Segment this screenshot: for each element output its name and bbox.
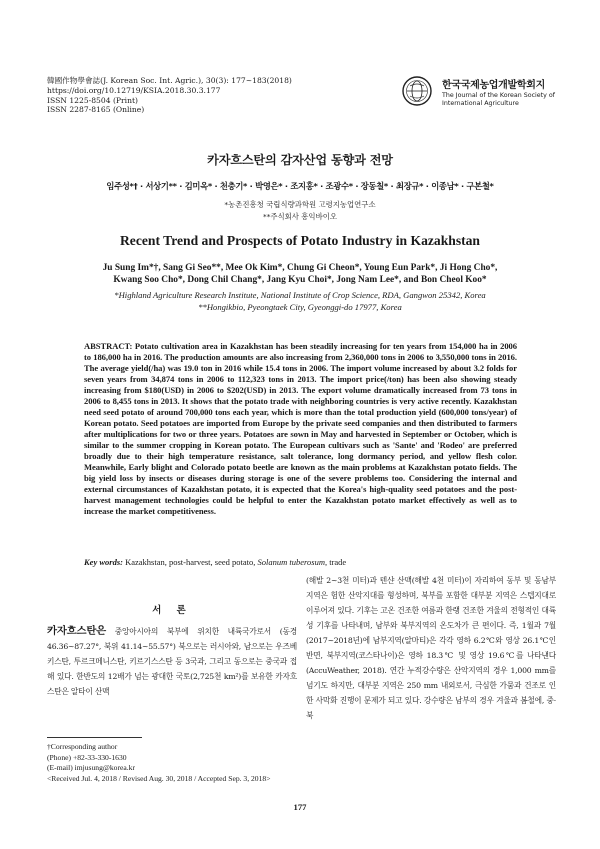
intro-lead-word: 카자흐스탄은 (47, 625, 107, 637)
keywords (84, 557, 517, 567)
footnote-phone: (Phone) +82-33-330-1630 (47, 752, 127, 762)
keywords-italic-term: Solanum tuberosum (257, 557, 325, 567)
society-name-en: The Journal of the Korean Society of International Agriculture (442, 92, 555, 107)
authors-en-line-2: Kwang Soo Cho*, Dong Chil Chang*, Jang Kyu Choi*, Jong Nam Lee*, and Bon Cheol Koo* (113, 275, 487, 285)
paper-title-ko: 카자흐스탄의 감자산업 동향과 전망 (207, 153, 393, 167)
authors-en-line-1: Ju Sung Im*†, Sang Gi Seo**, Mee Ok Kim*, Chung Gi Cheon*, Young Eun Park*, Ji Hong Cho*, (102, 263, 498, 273)
authors-en (0, 262, 600, 286)
page-number: 177 (293, 802, 307, 812)
intro-column-left (47, 624, 297, 699)
footnote-email[interactable]: (E-mail) imjusung@korea.kr (47, 763, 135, 773)
affiliation-en-1: *Highland Agriculture Research Institute, National Institute of Crop Science, RDA, Gangwon 25342, Korea (114, 290, 486, 300)
affiliation-ko-2: **주식회사 흥익바이오 (263, 212, 337, 221)
affiliation-en-2: **Hongikbio, Pyeongtaek City, Gyeonggi-do 17977, Korea (198, 302, 402, 312)
paper-title-en: Recent Trend and Prospects of Potato Industry in Kazakhstan (119, 233, 480, 248)
journal-header (47, 76, 292, 115)
abstract: ABSTRACT: Potato cultivation area in Kazakhstan has been steadily increasing for ten years from 154,000 ha in 2006 to 186,000 ha in 2016. The production amounts are also increasing from 2,360,000 tons in 2006 to 3,550,000 tons in 2016. The average yield(/ha) was 19.0 ton in 2016 while 15.4 tons in 2006. The import volume increased by about 3.2 folds for seven years from 34,874 tons in 2006 to 112,323 tons in 2013. The import price(/ton) has been also showing steady increasing from $180(USD) in 2006 to $202(USD) in 2013. The export volume dramatically increased from 73 tons in 2006 to 8,455 tons in 2013. It shows that the potato trade with neighboring countries is very active recently. Kazakhstan need seed potato of around 700,000 tons each year, which is more than the total production yield (600,000 tons/year) of Korean potato. Seed potatoes are imported from Europe by the private seed companies and then distributed to farmers after multiplications for two or three years. Potatoes are sown in May and harvested in September or October, which is similar to the summer cropping in Korean potato. The European cultivars such as 'Sante' and 'Rodeo' are preferred broadly due to their high temperature resistance, salt tolerance, long dormancy period, and yellow flesh color. Meanwhile, Early blight and Colorado potato beetle are known as the main problems at Kazakhstan potato fields. The big yield loss by insects or diseases during storage is one of the severe problems too. Considering the internal and external circumstances of Kazakhstan potato, it is expected that the Korea's high-quality seed potatoes and the post-harvest management technologies could be helpful to enter the Kazakhstan potato market effectively as well as to increase the market competitiveness. (84, 341, 517, 516)
issn-online: ISSN 2287-8165 (Online) (47, 105, 145, 115)
journal-citation: 韓國作物學會誌(J. Korean Soc. Int. Agric.), 30(3): 177~183(2018) (47, 76, 292, 85)
keywords-text: Kazakhstan, post-harvest, seed potato, (122, 557, 258, 567)
society-logo (402, 74, 562, 124)
footnote-dates: <Received Jul. 4, 2018 / Revised Aug. 30, 2018 / Accepted Sep. 3, 2018> (47, 773, 271, 783)
issn-print: ISSN 1225-8504 (Print) (47, 95, 138, 105)
intro-left-text: 중앙아시아의 북부에 위치한 내륙국가로서 (동경 46.36~87.27°, 북위 41.14~55.57°) 북으로는 러시아와, 남으로는 우즈베키스탄, 투르크메니스탄, 키르기스스탄 등 3국과, 그리고 동으로는 중국과 접해 있다. 한반도의 12배가 넘는 광대한 국토(2,725천 km²)를 보유한 카자흐스탄은 알타이 산맥 (47, 627, 297, 696)
keywords-label: Key words: (84, 557, 123, 567)
affiliation-ko-1: *농촌진흥청 국립식량과학원 고령지농업연구소 (224, 200, 376, 209)
footnote-corresponding: †Corresponding author (47, 742, 118, 751)
footnote-divider (47, 737, 142, 738)
footnotes (47, 742, 270, 784)
keywords-text-end: , trade (324, 557, 347, 567)
society-name-ko: 한국국제농업개발학회지 (442, 80, 545, 91)
intro-column-right: (해발 2~3천 미터)과 텐샨 산맥(해발 4천 미터)이 자리하여 동부 및 동남부 지역은 험한 산악지대를 형성하며, 북부를 포함한 대부분 지역은 스텝지대로 이루어져 있다. 기후는 고온 건조한 여름과 한랭 건조한 겨울의 전형적인 대륙성 기후를 나타내며, 남부와 북부지역의 온도차가 큰 편이다. 즉, 1월과 7월 (2017~2018년)에 남부지역(알마티)은 각각 영하 6.2℃와 영상 26.1℃인 반면, 북부지역(코스타나이)은 영하 18.3℃ 및 영상 19.6℃를 나타낸다(AccuWeather, 2018). 연간 누적강수량은 산악지역의 경우 1,000 mm를 넘기도 하지만, 대부분 지역은 250 mm 내외로서, 극심한 가뭄과 건조로 인한 사막화 진행이 문제가 되고 있다. 강수량은 남부의 경우 겨울과 봄철에, 중·북 (306, 576, 556, 720)
doi-link[interactable]: https://doi.org/10.12719/KSIA.2018.30.3.177 (47, 85, 221, 95)
section-heading-intro: 서 론 (152, 605, 192, 616)
authors-ko: 임주성*† · 서상기** · 김미옥* · 천충기* · 박영은* · 조지홍* · 조광수* · 장동칠* · 최장규* · 이종남* · 구본철* (106, 181, 494, 191)
society-seal-icon (402, 76, 432, 106)
